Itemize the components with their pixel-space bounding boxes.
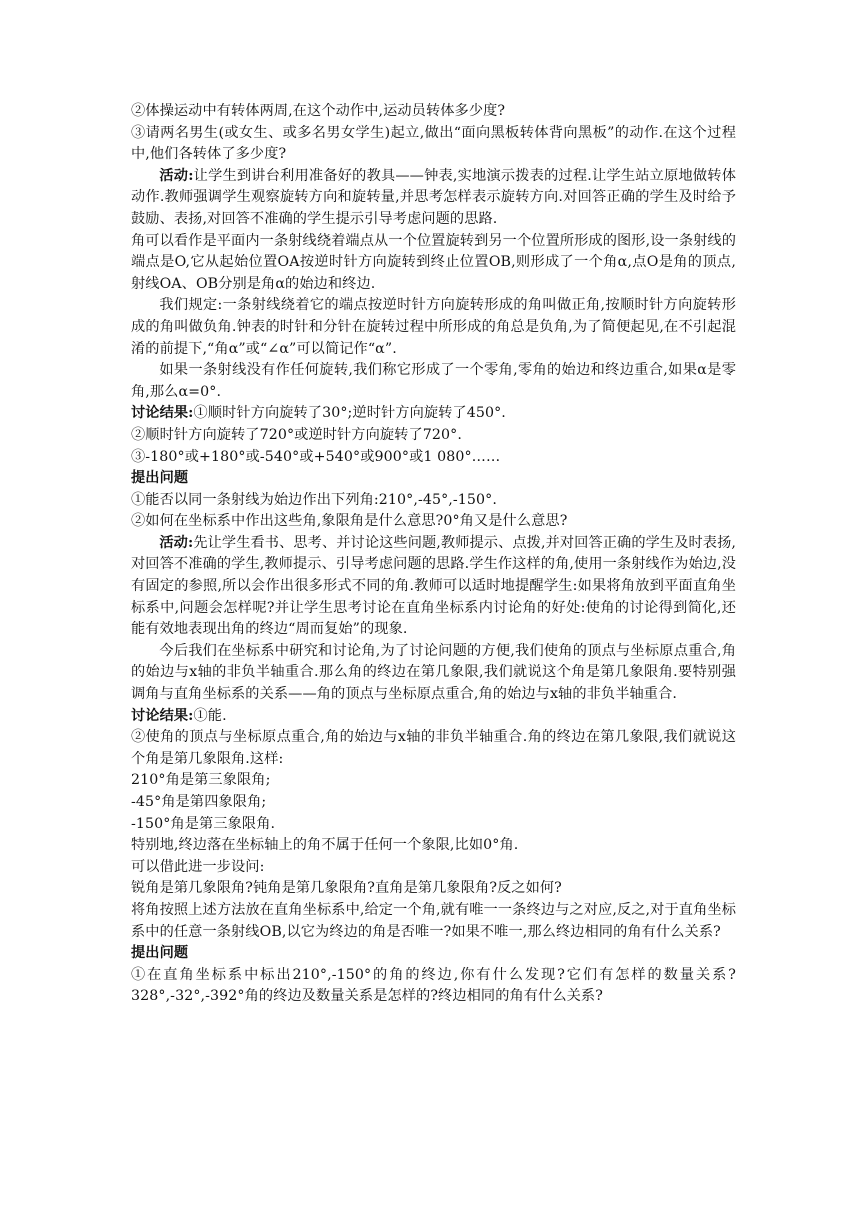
paragraph: [131, 101, 736, 123]
paragraph-text: 可以借此进一步设问:: [131, 858, 265, 875]
paragraph-text: 将角按照上述方法放在直角坐标系中,给定一个角,就有唯一一条终边与之对应,反之,对于直角坐标系中的任意一条射线OB,以它为终边的角是否唯一?如果不唯一,那么终边相同的角有什么关系?: [131, 901, 736, 940]
paragraph: [131, 123, 736, 166]
paragraph: [131, 641, 736, 706]
discussion-label: 讨论结果:: [131, 405, 194, 422]
paragraph-text: 角可以看作是平面内一条射线绕着端点从一个位置旋转到另一个位置所形成的图形,设一条射线的端点是O,它从起始位置OA按逆时针方向旋转到终止位置OB,则形成了一个角α,点O是角的顶点,射线OA、OB分别是角α的始边和终边.: [131, 232, 736, 292]
paragraph: [131, 900, 736, 943]
paragraph-text: 我们规定:一条射线绕着它的端点按逆时针方向旋转形成的角叫做正角,按顺时针方向旋转形成的角叫做负角.钟表的时针和分针在旋转过程中所形成的角总是负角,为了简便起见,在不引起混淆的前提下,“角α”或“∠α”可以简记作“α”.: [131, 297, 736, 357]
document-body: [131, 101, 736, 1008]
paragraph: [131, 727, 736, 770]
paragraph-text: 让学生到讲台利用准备好的教具——钟表,实地演示拨表的过程.让学生站立原地做转体动作.教师强调学生观察旋转方向和旋转量,并思考怎样表示旋转方向.对回答正确的学生及时给予鼓励、表扬,对回答不准确的学生提示引导考虑问题的思路.: [131, 167, 736, 227]
paragraph-text: ②如何在坐标系中作出这些角,象限角是什么意思?0°角又是什么意思?: [131, 513, 568, 530]
paragraph: [131, 835, 736, 857]
discussion-label: 讨论结果:: [131, 707, 194, 724]
activity-label: 活动:: [159, 167, 194, 184]
paragraph-text: 如果一条射线没有作任何旋转,我们称它形成了一个零角,零角的始边和终边重合,如果α是零角,那么α=0°.: [131, 362, 736, 400]
paragraph-text: 特别地,终边落在坐标轴上的角不属于任何一个象限,比如0°角.: [131, 837, 519, 854]
discussion-paragraph: [131, 403, 736, 425]
paragraph: [131, 490, 736, 512]
paragraph-text: ③-180°或+180°或-540°或+540°或900°或1 080°……: [131, 448, 501, 465]
paragraph: [131, 231, 736, 296]
paragraph-text: ②使角的顶点与坐标原点重合,角的始边与x轴的非负半轴重合.角的终边在第几象限,我们就说这个角是第几象限角.这样:: [131, 729, 736, 767]
section-heading: 提出问题: [131, 470, 189, 487]
paragraph-text: ②体操运动中有转体两周,在这个动作中,运动员转体多少度?: [131, 103, 506, 119]
paragraph-text: ②顺时针方向旋转了720°或逆时针方向旋转了720°.: [131, 426, 462, 443]
discussion-paragraph: [131, 706, 736, 728]
paragraph-text: ①顺时针方向旋转了30°;逆时针方向旋转了450°.: [193, 405, 506, 422]
paragraph: [131, 814, 736, 836]
paragraph: [131, 792, 736, 814]
section-heading: 提出问题: [131, 945, 189, 962]
paragraph-text: 210°角是第三象限角;: [131, 772, 271, 789]
paragraph: [131, 425, 736, 447]
paragraph-text: ③请两名男生(或女生、或多名男女学生)起立,做出“面向黑板转体背向黑板”的动作.在这个过程中,他们各转体了多少度?: [131, 124, 736, 163]
paragraph: [131, 965, 736, 1008]
paragraph: [131, 878, 736, 900]
paragraph: [131, 360, 736, 403]
paragraph-text: ①能否以同一条射线为始边作出下列角:210°,-45°,-150°.: [131, 491, 497, 508]
paragraph: [131, 447, 736, 469]
paragraph-text: -45°角是第四象限角;: [131, 794, 267, 810]
paragraph-text: 今后我们在坐标系中研究和讨论角,为了讨论问题的方便,我们使角的顶点与坐标原点重合,角的始边与x轴的非负半轴重合.那么角的终边在第几象限,我们就说这个角是第几象限角.要特别强调角与直角坐标系的关系——角的顶点与坐标原点重合,角的始边与x轴的非负半轴重合.: [131, 642, 736, 703]
paragraph: [131, 770, 736, 792]
paragraph-text: 先让学生看书、思考、并讨论这些问题,教师提示、点拨,并对回答正确的学生及时表扬,对回答不准确的学生,教师提示、引导考虑问题的思路.学生作这样的角,使用一条射线作为始边,没有固定的参照,所以会作出很多形式不同的角.教师可以适时地提醒学生:如果将角放到平面直角坐标系中,问题会怎样呢?并让学生思考讨论在直角坐标系内讨论角的好处:使角的讨论得到简化,还能有效地表现出角的终边“周而复始”的现象.: [131, 534, 736, 638]
paragraph-text: ①能.: [193, 707, 227, 724]
paragraph: [131, 511, 736, 533]
activity-paragraph: [131, 166, 736, 231]
paragraph: [131, 857, 736, 879]
paragraph-text: 锐角是第几象限角?钝角是第几象限角?直角是第几象限角?反之如何?: [131, 880, 562, 897]
activity-paragraph: [131, 533, 736, 641]
paragraph: [131, 295, 736, 360]
paragraph-text: -150°角是第三象限角.: [131, 815, 276, 832]
paragraph-text: ①在直角坐标系中标出210°,-150°的角的终边,你有什么发现?它们有怎样的数量关系?328°,-32°,-392°角的终边及数量关系是怎样的?终边相同的角有什么关系?: [131, 966, 736, 1005]
activity-label: 活动:: [159, 534, 194, 551]
